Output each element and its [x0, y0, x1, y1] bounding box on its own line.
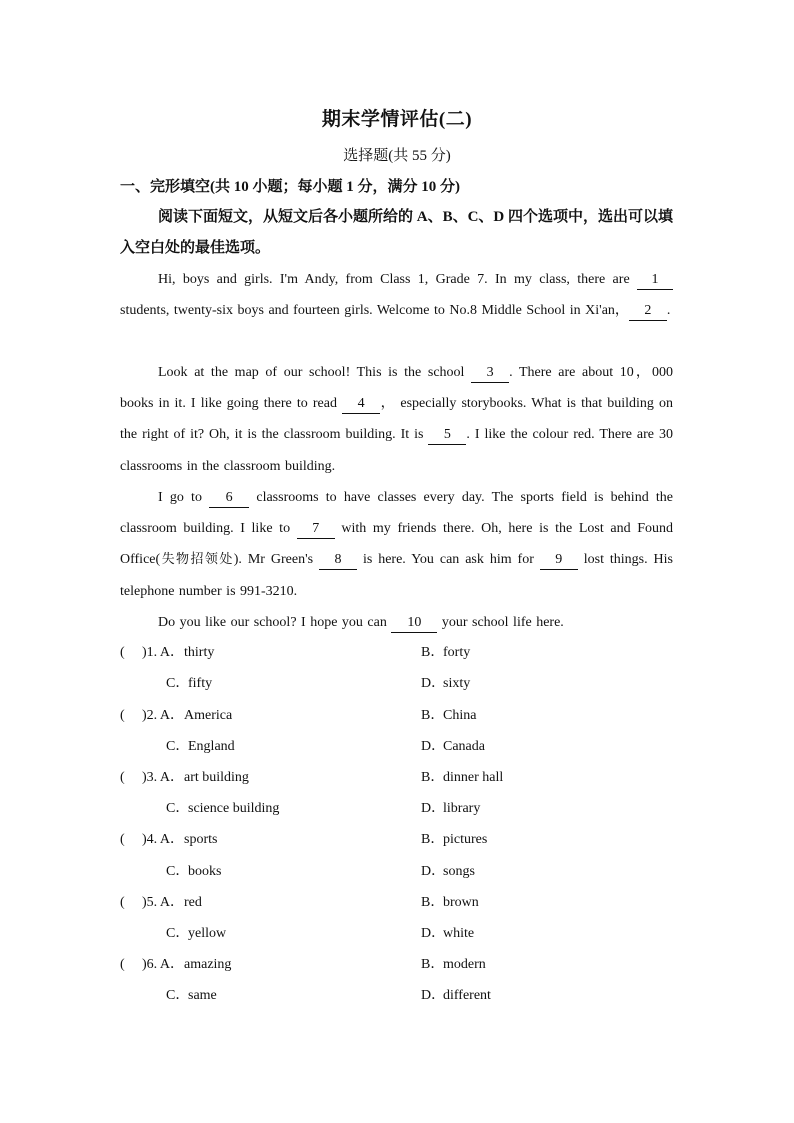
answer-paren[interactable]: ( — [120, 957, 125, 972]
page-title: 期末学情评估(二) — [321, 109, 473, 130]
option-b[interactable]: B．forty — [421, 645, 471, 660]
blank-2[interactable]: 2 — [629, 302, 667, 321]
answer-paren[interactable]: ( — [120, 832, 125, 847]
passage-paragraph-4: Do you like our school? I hope you can 10 your school life here. — [120, 607, 673, 638]
question-1: ( )1. A．thirty — [120, 641, 214, 665]
option-a[interactable]: art building — [184, 770, 249, 785]
blank-1[interactable]: 1 — [637, 271, 673, 290]
option-d[interactable]: D．Canada — [421, 739, 485, 754]
blank-3[interactable]: 3 — [471, 364, 509, 383]
option-c[interactable]: C．same — [166, 988, 217, 1003]
option-b[interactable]: B．China — [421, 708, 477, 723]
option-c[interactable]: C．yellow — [166, 926, 227, 941]
blank-6[interactable]: 6 — [209, 489, 249, 508]
answer-paren[interactable]: ( — [120, 895, 125, 910]
option-a[interactable]: America — [184, 708, 233, 723]
question-4: ( )4. A．sports — [120, 828, 217, 852]
blank-4[interactable]: 4 — [342, 395, 380, 414]
option-a[interactable]: sports — [184, 832, 218, 847]
option-b[interactable]: B．dinner hall — [421, 770, 504, 785]
option-b[interactable]: B．modern — [421, 957, 486, 972]
chinese-gloss: 失物招领处 — [160, 552, 234, 568]
page-subtitle: 选择题(共 55 分) — [343, 148, 451, 164]
option-c[interactable]: C．books — [166, 864, 222, 879]
option-a[interactable]: thirty — [184, 645, 215, 660]
option-d[interactable]: D．library — [421, 801, 481, 816]
option-d[interactable]: D．sixty — [421, 676, 471, 691]
option-d[interactable]: D．white — [421, 926, 475, 941]
section-heading: 一、完形填空(共 10 小题；每小题 1 分，满分 10 分) — [120, 179, 460, 195]
option-c[interactable]: C．fifty — [166, 676, 213, 691]
question-3: ( )3. A．art building — [120, 766, 249, 790]
blank-9[interactable]: 9 — [540, 551, 578, 570]
question-6: ( )6. A．amazing — [120, 953, 231, 977]
blank-8[interactable]: 8 — [319, 551, 357, 570]
answer-paren[interactable]: ( — [120, 645, 125, 660]
section-instruction: 阅读下面短文，从短文后各小题所给的 A、B、C、D 四个选项中，选出可以填入空白处的最佳选项。 — [120, 209, 674, 256]
blank-7[interactable]: 7 — [297, 520, 335, 539]
option-c[interactable]: C．England — [166, 739, 235, 754]
option-a[interactable]: red — [184, 895, 202, 910]
option-c[interactable]: C．science building — [166, 801, 280, 816]
question-5: ( )5. A．red — [120, 891, 202, 915]
passage-paragraph-3: I go to 6 classrooms to have classes every day. The sports field is behind the classroom building. I like to 7 with my friends there. Oh, here is the Lost and Found Office(失物招领处). Mr Green's 8 is here. You can ask him for 9 lost things. His telephone number is 991-3210. — [120, 490, 673, 599]
option-b[interactable]: B．pictures — [421, 832, 488, 847]
question-2: ( )2. A．America — [120, 704, 232, 728]
passage-paragraph-1: Hi, boys and girls. I'm Andy, from Class 1, Grade 7. In my class, there are 1 students, twenty-six boys and fourteen girls. Welcome to No.8 Middle School in Xi'an， 2 . — [120, 264, 673, 326]
option-d[interactable]: D．songs — [421, 864, 475, 879]
blank-5[interactable]: 5 — [428, 426, 466, 445]
option-d[interactable]: D．different — [421, 988, 491, 1003]
answer-paren[interactable]: ( — [120, 708, 125, 723]
answer-paren[interactable]: ( — [120, 770, 125, 785]
blank-10[interactable]: 10 — [391, 614, 437, 633]
option-b[interactable]: B．brown — [421, 895, 479, 910]
passage-paragraph-2: Look at the map of our school! This is the school 3 . There are about 10，000 books in it. I like going there to read 4 ， especially storybooks. What is that building on the right of it? Oh, it is the classroom building. It is 5 . I like the colour red. There are 30 classrooms in the classroom building. — [120, 365, 673, 474]
option-a[interactable]: amazing — [184, 957, 232, 972]
